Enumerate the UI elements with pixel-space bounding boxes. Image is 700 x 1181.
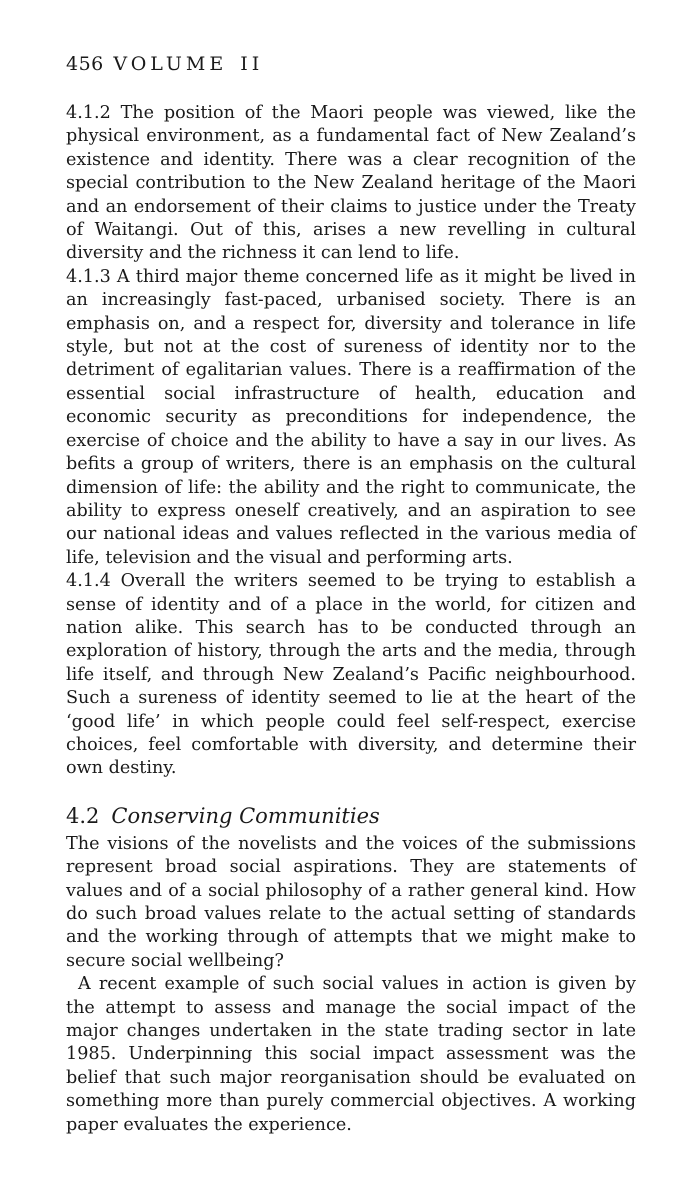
running-head (66, 52, 636, 76)
page-number: 456 (66, 53, 104, 75)
volume-label: VOLUME II (113, 53, 264, 75)
section-title: Conserving Communities (111, 803, 380, 828)
section-number: 4.2 (66, 803, 100, 828)
paragraph-4-1-2: 4.1.2 The position of the Maori people was viewed, like the physical environment, as a fundamental fact of New Zealand’s existence and identity. There was a clear recognition of the special contribution to the New Zealand heritage of the Maori and an endorsement of their claims to justice under the Treaty of Waitangi. Out of this, arises a new revelling in cultural diversity and the richness it can lend to life. (66, 103, 636, 264)
section-heading (66, 803, 636, 829)
section-paragraph-2: A recent example of such social values in action is given by the attempt to assess and manage the social impact of the major changes undertaken in the state trading sector in late 1985. Underpinning this social impact assessment was the belief that such major reorganisation should be evaluated on something more than purely commercial objectives. A working paper evaluates the experience. (66, 974, 636, 1135)
paragraph-4-1-4: 4.1.4 Overall the writers seemed to be trying to establish a sense of identity and of a place in the world, for citizen and nation alike. This search has to be conducted through an exploration of history, through the arts and the media, through life itself, and through New Zealand’s Pacific neighbourhood. Such a sureness of identity seemed to lie at the heart of the ‘good life’ in which people could feel self-respect, exercise choices, feel comfortable with diversity, and determine their own destiny. (66, 571, 636, 779)
section-paragraph-1: The visions of the novelists and the voices of the submissions represent broad social aspirations. They are statements of values and of a social philosophy of a rather general kind. How do such broad values relate to the actual setting of standards and the working through of attempts that we might make to secure social wellbeing? (66, 833, 636, 971)
paragraph-4-1-3: 4.1.3 A third major theme concerned life as it might be lived in an increasingly fast-paced, urbanised society. There is an emphasis on, and a respect for, diversity and tolerance in life style, but not at the cost of sureness of identity nor to the detriment of egalitarian values. There is a reaffirmation of the essential social infrastructure of health, education and economic security as preconditions for independence, the exercise of choice and the ability to have a say in our lives. As befits a group of writers, there is an emphasis on the cultural dimension of life: the ability and the right to communicate, the ability to express oneself creatively, and an aspiration to see our national ideas and values reflected in the various media of life, television and the visual and performing arts. (66, 266, 636, 568)
document-page (66, 52, 636, 1137)
